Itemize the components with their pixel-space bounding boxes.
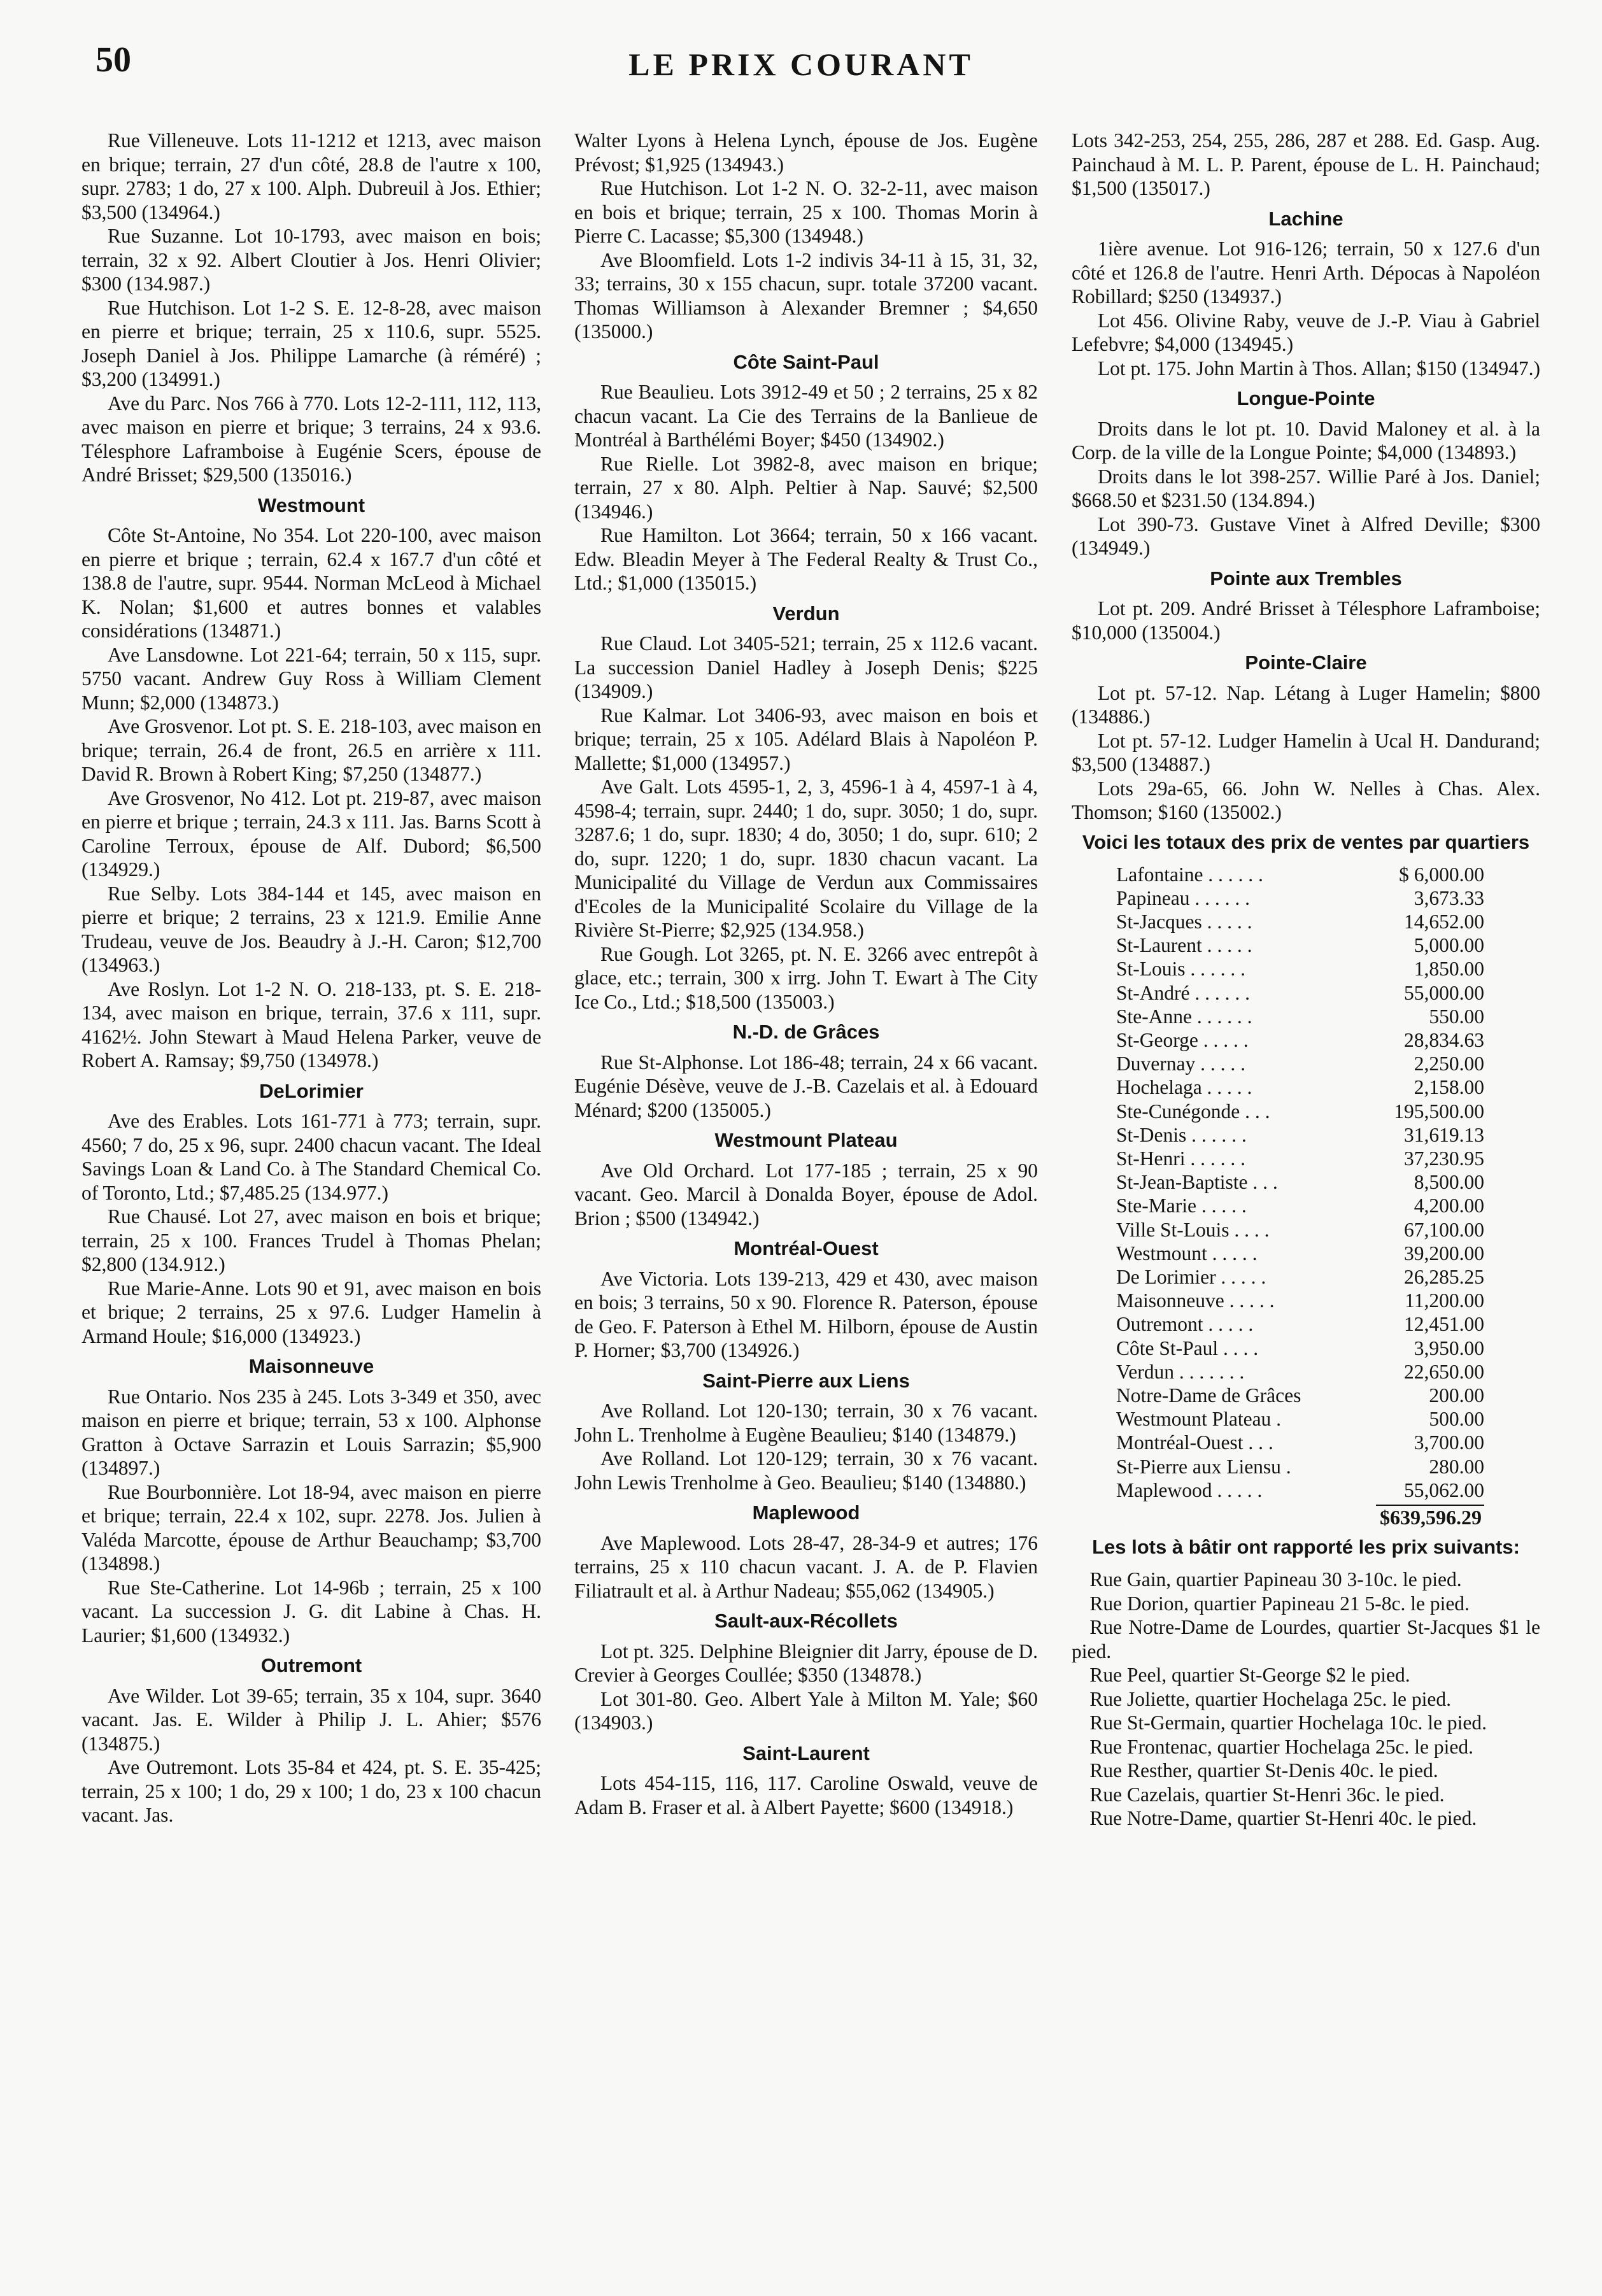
section-heading: Montréal-Ouest [734,1237,879,1259]
section-heading: Pointe aux Trembles [1210,567,1402,590]
district-name: De Lorimier . . . . . [1116,1265,1266,1288]
sale-entry: Lot 301-80. Geo. Albert Yale à Milton M. Yale; $60 (134903.) [574,1687,1038,1734]
sale-entry: Ave Rolland. Lot 120-129; terrain, 30 x 76 vacant. John Lewis Trenholme à Geo. Beaulieu; $140 (134880.) [574,1447,1038,1494]
sale-entry: Rue Selby. Lots 384-144 et 145, avec maison en pierre et brique; 2 terrains, 23 x 121.9. Emilie Anne Trudeau, veuve de Jos. Beaudry à J.-H. Caron; $12,700 (134963.) [82,882,541,976]
sale-entry: Rue Gough. Lot 3265, pt. N. E. 3266 avec entrepôt à glace, etc.; terrain, 300 x irrg. John T. Ewart à The City Ice Co., Ltd.; $18,500 (135003.) [574,942,1038,1013]
sale-entry: Ave Grosvenor. Lot pt. S. E. 218-103, avec maison en brique; terrain, 26.4 de front, 26.5 en arrière x 111. David R. Brown à Robert King; $7,250 (134877.) [82,715,541,785]
sale-entry: Walter Lyons à Helena Lynch, épouse de Jos. Eugène Prévost; $1,925 (134943.) [574,129,1038,176]
district-total: 8,500.00 [1414,1171,1484,1194]
totals-row [1116,1075,1484,1099]
district-name: Duvernay . . . . . [1116,1052,1245,1075]
district-name: Ste-Marie . . . . . [1116,1194,1247,1217]
sale-entry: Lot pt. 57-12. Ludger Hamelin à Ucal H. Dandurand; $3,500 (134887.) [1072,729,1540,776]
totals-row [1116,1100,1484,1123]
district-total: 55,062.00 [1404,1478,1484,1501]
totals-row [1116,933,1484,957]
district-name: St-Jacques . . . . . [1116,910,1252,933]
sale-entry: Lot pt. 175. John Martin à Thos. Allan; $150 (134947.) [1097,357,1540,379]
totals-row [1116,957,1484,981]
district-total: 280.00 [1429,1455,1484,1478]
lot-price-item: Rue Notre-Dame de Lourdes, quartier St-Jacques $1 le pied. [1072,1616,1540,1662]
district-name: St-Louis . . . . . . [1116,958,1246,981]
district-total: 3,673.33 [1414,886,1484,909]
district-name: Côte St-Paul . . . . [1116,1336,1259,1359]
sale-entry: Côte St-Antoine, No 354. Lot 220-100, avec maison en pierre et brique ; terrain, 62.4 x 167.7 d'un côté et 138.8 de l'autre, supr. 9544. Norman McLeod à Michael K. Nolan; $1,600 et autres bonnes et valables considérations (134871.) [82,524,541,642]
sale-entry: Ave Galt. Lots 4595-1, 2, 3, 4596-1 à 4, 4597-1 à 4, 4598-4; terrain, supr. 2440; 1 do, supr. 3050; 1 do, supr. 3287.6; 1 do, supr. 1830; 4 do, 3050; 1 do, supr. 610; 2 do, supr. 1220; 1 do, supr. 1830 chacun vacant. La Municipalité du Village de Verdun aux Commissaires d'Ecoles de la Municipalité Scolaire du Village de la Rivière St-Pierre; $2,925 (134.958.) [574,776,1038,941]
district-name: Papineau . . . . . . [1116,886,1250,909]
district-total: 3,950.00 [1414,1336,1484,1359]
totals-row [1116,1123,1484,1147]
lot-price-item: Rue Dorion, quartier Papineau 21 5-8c. le pied. [1089,1592,1470,1615]
section-heading: Sault-aux-Récollets [714,1610,898,1632]
column-3 [1072,129,1540,1831]
district-total: 2,250.00 [1414,1052,1484,1075]
district-total: 5,000.00 [1414,934,1484,957]
sale-entry: Ave des Erables. Lots 161-771 à 773; terrain, supr. 4560; 7 do, 25 x 96, supr. 2400 chacun vacant. The Ideal Savings Loan & Land Co. à The Standard Chemical Co. of Toronto, Ltd.; $7,485.25 (134.977.) [82,1110,541,1204]
lot-price-item: Rue Resther, quartier St-Denis 40c. le pied. [1089,1759,1438,1782]
district-name: St-Pierre aux Liensu . [1116,1455,1291,1478]
sale-entry: Rue Marie-Anne. Lots 90 et 91, avec maison en bois et brique; 2 terrains, 25 x 97.6. Ludger Hamelin à Armand Houle; $16,000 (134923.) [82,1277,541,1347]
sale-entry: Lot pt. 57-12. Nap. Létang à Luger Hamelin; $800 (134886.) [1072,681,1540,728]
district-total: 200.00 [1429,1384,1484,1407]
district-name: Hochelaga . . . . . [1116,1076,1252,1099]
totals-section [1072,828,1540,1530]
totals-row [1116,863,1484,886]
lot-price-item: Rue Joliette, quartier Hochelaga 25c. le pied. [1089,1687,1452,1710]
lot-price-item: Rue Cazelais, quartier St-Henri 36c. le pied. [1089,1783,1445,1806]
sale-entry: Ave Rolland. Lot 120-130; terrain, 30 x 76 vacant. John L. Trenholme à Eugène Beaulieu; $140 (134879.) [574,1400,1038,1446]
page-title: LE PRIX COURANT [628,46,974,82]
sale-entry: Rue Ste-Catherine. Lot 14-96b ; terrain, 25 x 100 vacant. La succession J. G. dit Labine à Chas. H. Laurier; $1,600 (134932.) [82,1576,541,1647]
district-total: 550.00 [1429,1005,1484,1028]
section-heading: Saint-Pierre aux Liens [702,1369,910,1392]
section-heading: Lachine [1268,207,1343,230]
totals-row [1116,1052,1484,1075]
district-name: Montréal-Ouest . . . [1116,1431,1273,1454]
page-number: 50 [96,40,131,80]
district-total: 12,451.00 [1404,1313,1484,1336]
sale-entry: Ave Outremont. Lots 35-84 et 424, pt. S. E. 35-425; terrain, 25 x 100; 1 do, 29 x 100; 1 do, 23 x 100 chacun vacant. Jas. [82,1756,541,1826]
district-total: 67,100.00 [1404,1218,1484,1241]
totals-row [1116,910,1484,933]
section-heading: Maplewood [752,1501,860,1524]
totals-row [1116,1265,1484,1289]
district-name: Outremont . . . . . [1116,1313,1254,1336]
sale-entry: Ave Maplewood. Lots 28-47, 28-34-9 et autres; 176 terrains, 25 x 110 chacun vacant. J. A. de P. Flavien Filiatrault et al. à Arthur Nadeau; $55,062 (134905.) [574,1531,1038,1602]
district-total: 11,200.00 [1405,1289,1484,1312]
district-total: 31,619.13 [1404,1123,1484,1146]
lots-section [1072,1533,1540,1831]
sale-entry: Droits dans le lot pt. 10. David Maloney et al. à la Corp. de la ville de la Longue Pointe; $4,000 (134893.) [1072,417,1540,464]
district-total: 37,230.95 [1404,1147,1484,1170]
section-heading: Côte Saint-Paul [733,350,879,373]
district-total: 195,500.00 [1394,1100,1484,1123]
section-heading: Verdun [772,602,840,625]
lot-price-item: Rue St-Germain, quartier Hochelaga 10c. le pied. [1089,1711,1487,1734]
district-name: St-Laurent . . . . . [1116,934,1252,957]
district-total: 39,200.00 [1404,1242,1484,1265]
sale-entry: Ave Roslyn. Lot 1-2 N. O. 218-133, pt. S. E. 218-134, avec maison en brique, terrain, 37.6 x 111, supr. 4162½. John Stewart à Maud Helena Parker, veuve de Robert A. Ramsay; $9,750 (134978.) [82,977,541,1072]
totals-row [1116,1360,1484,1384]
district-name: Westmount . . . . . [1116,1242,1258,1265]
district-total: 4,200.00 [1414,1194,1484,1217]
district-name: Verdun . . . . . . . [1116,1360,1245,1383]
district-name: St-Henri . . . . . . [1116,1147,1245,1170]
lot-price-item: Rue Frontenac, quartier Hochelaga 25c. le pied. [1089,1735,1473,1758]
sale-entry: Rue Rielle. Lot 3982-8, avec maison en brique; terrain, 27 x 80. Alph. Peltier à Nap. Sauvé; $2,500 (134946.) [574,452,1038,523]
totals-row [1116,1147,1484,1170]
section-heading: Pointe-Claire [1245,651,1367,674]
district-name: St-Denis . . . . . . [1116,1123,1247,1146]
section-heading: Westmount [257,493,365,516]
sale-entry: Ave Lansdowne. Lot 221-64; terrain, 50 x 115, supr. 5750 vacant. Andrew Guy Ross à William Clement Munn; $2,000 (134873.) [82,643,541,714]
district-total: 22,650.00 [1404,1360,1484,1383]
sale-entry: Rue Hutchison. Lot 1-2 S. E. 12-8-28, avec maison en pierre et brique; terrain, 25 x 110.6, supr. 5525. Joseph Daniel à Jos. Philippe Lamarche (à réméré) ; $3,200 (134991.) [82,296,541,390]
district-name: Ste-Cunégonde . . . [1116,1100,1270,1123]
lots-heading: Les lots à bâtir ont rapporté les prix suivants: [1092,1536,1520,1559]
totals-row [1116,1218,1484,1242]
sale-entry: Lot pt. 209. André Brisset à Télesphore Laframboise; $10,000 (135004.) [1072,597,1540,644]
district-name: Westmount Plateau . [1116,1408,1282,1431]
district-name: Ville St-Louis . . . . [1116,1218,1270,1241]
sale-entry: Rue Bourbonnière. Lot 18-94, avec maison en pierre et brique; terrain, 22.4 x 102, supr. 2278. Jos. Julien à Valéda Marcotte, épouse de Arthur Beauchamp; $3,700 (134898.) [82,1480,541,1575]
section-heading: Outremont [260,1654,362,1676]
sale-entry: Ave Victoria. Lots 139-213, 429 et 430, avec maison en bois; 3 terrains, 50 x 90. Florence R. Paterson, épouse de Geo. F. Paterson à Ethel M. Hilborn, épouse de Austin P. Horner; $3,700 (134926.) [574,1267,1038,1361]
totals-row [1116,1242,1484,1265]
sale-entry: Rue Kalmar. Lot 3406-93, avec maison en bois et brique; terrain, 25 x 105. Adélard Blais à Napoléon P. Mallette; $1,000 (134957.) [574,704,1038,774]
lot-price-item: Rue Notre-Dame, quartier St-Henri 40c. le pied. [1089,1807,1477,1830]
district-name: St-George . . . . . [1116,1028,1249,1051]
sale-entry: Lot 390-73. Gustave Vinet à Alfred Deville; $300 (134949.) [1072,513,1540,559]
sale-entry: Lots 454-115, 116, 117. Caroline Oswald, veuve de Adam B. Fraser et al. à Albert Payette; $600 (134918.) [574,1772,1038,1818]
totals-row [1116,1455,1484,1478]
sale-entry: Lot 456. Olivine Raby, veuve de J.-P. Viau à Gabriel Lefebvre; $4,000 (134945.) [1072,309,1540,355]
district-name: Maplewood . . . . . [1116,1478,1263,1501]
lot-price-item: Rue Gain, quartier Papineau 30 3-10c. le pied. [1089,1568,1462,1591]
sale-entry: 1ière avenue. Lot 916-126; terrain, 50 x 127.6 d'un côté et 126.8 de l'autre. Henri Arth. Dépocas à Napoléon Robillard; $250 (134937.) [1072,237,1540,308]
sale-entry: Lots 29a-65, 66. John W. Nelles à Chas. Alex. Thomson; $160 (135002.) [1072,777,1540,823]
sale-entry: Rue Suzanne. Lot 10-1793, avec maison en bois; terrain, 32 x 92. Albert Cloutier à Jos. Henri Olivier; $300 (134.987.) [82,225,541,295]
sale-entry: Rue Villeneuve. Lots 11-1212 et 1213, avec maison en brique; terrain, 27 d'un côté, 28.8 de l'autre x 100, supr. 2783; 1 do, 27 x 100. Alph. Dubreuil à Jos. Ethier; $3,500 (134964.) [82,129,541,223]
totals-row [1116,1194,1484,1217]
district-name: Maisonneuve . . . . . [1116,1289,1275,1312]
totals-row [1116,1431,1484,1454]
totals-row [1116,1005,1484,1028]
district-total: 26,285.25 [1404,1265,1484,1288]
totals-row [1116,1407,1484,1431]
district-name: Lafontaine . . . . . . [1116,863,1263,886]
section-heading: Saint-Laurent [742,1741,870,1764]
district-total: 1,850.00 [1414,958,1484,981]
section-heading: Longue-Pointe [1237,387,1375,409]
district-total: 3,700.00 [1414,1431,1484,1454]
district-name: St-André . . . . . . [1116,981,1250,1004]
district-name: Ste-Anne . . . . . . [1116,1005,1252,1028]
column-2 [574,129,1038,1819]
totals-row [1116,1478,1484,1502]
sale-entry: Droits dans le lot 398-257. Willie Paré à Jos. Daniel; $668.50 et $231.50 (134.894.) [1072,465,1540,511]
sale-entry: Rue Hamilton. Lot 3664; terrain, 50 x 166 vacant. Edw. Bleadin Meyer à The Federal Realty & Trust Co., Ltd.; $1,000 (135015.) [574,524,1038,594]
totals-row [1116,1384,1484,1407]
totals-heading: Voici les totaux des prix de ventes par quartiers [1082,830,1530,853]
section-heading: Westmount Plateau [714,1129,898,1151]
district-total: 14,652.00 [1404,910,1484,933]
district-total: $ 6,000.00 [1399,863,1484,886]
district-name: St-Jean-Baptiste . . . [1116,1171,1278,1194]
sale-entry: Rue Claud. Lot 3405-521; terrain, 25 x 112.6 vacant. La succession Daniel Hadley à Joseph Denis; $225 (134909.) [574,632,1038,702]
totals-row [1116,1170,1484,1194]
totals-row [1116,886,1484,910]
section-heading: N.-D. de Grâces [732,1021,880,1043]
sale-entry: Ave Old Orchard. Lot 177-185 ; terrain, 25 x 90 vacant. Geo. Marcil à Donalda Boyer, épouse de Adol. Brion ; $500 (134942.) [574,1159,1038,1229]
sale-entry: Rue St-Alphonse. Lot 186-48; terrain, 24 x 66 vacant. Eugénie Désève, veuve de J.-B. Cazelais et al. à Edouard Ménard; $200 (135005.) [574,1051,1038,1121]
district-total: 55,000.00 [1404,981,1484,1004]
district-total: 500.00 [1429,1408,1484,1431]
sale-entry: Lots 342-253, 254, 255, 286, 287 et 288. Ed. Gasp. Aug. Painchaud à M. L. P. Parent, épouse de L. H. Painchaud; $1,500 (135017.) [1072,129,1540,199]
sale-entry: Ave Wilder. Lot 39-65; terrain, 35 x 104, supr. 3640 vacant. Jas. E. Wilder à Philip J. L. Ahier; $576 (134875.) [82,1684,541,1755]
sale-entry: Rue Beaulieu. Lots 3912-49 et 50 ; 2 terrains, 25 x 82 chacun vacant. La Cie des Terrains de la Banlieue de Montréal à Barthélémi Boyer; $450 (134902.) [574,381,1038,451]
lot-price-item: Rue Peel, quartier St-George $2 le pied. [1089,1664,1410,1687]
sale-entry: Lot pt. 325. Delphine Bleignier dit Jarry, épouse de D. Crevier à Georges Coullée; $350 (134878.) [574,1640,1038,1686]
totals-row [1116,1312,1484,1336]
lots-list [1072,1568,1540,1831]
grand-total: $639,596.29 [1380,1505,1482,1529]
district-total: 2,158.00 [1414,1076,1484,1099]
sale-entry: Rue Hutchison. Lot 1-2 N. O. 32-2-11, avec maison en bois et brique; terrain, 25 x 100. Thomas Morin à Pierre C. Lacasse; $5,300 (134948.) [574,177,1038,247]
totals-table [1116,863,1484,1502]
sale-entry: Ave Bloomfield. Lots 1-2 indivis 34-11 à 15, 31, 32, 33; terrains, 30 x 155 chacun, supr. totale 37200 vacant. Thomas Williamson à Alexander Bremner ; $4,650 (135000.) [574,248,1038,343]
totals-row [1116,1028,1484,1052]
sale-entry: Ave Grosvenor, No 412. Lot pt. 219-87, avec maison en pierre et brique ; terrain, 24.3 x 111. Jas. Barns Scott à Caroline Terroux, épouse de Alf. Dubord; $6,500 (134929.) [82,786,541,881]
section-heading: Maisonneuve [248,1355,374,1377]
sale-entry: Ave du Parc. Nos 766 à 770. Lots 12-2-111, 112, 113, avec maison en pierre et brique; 3 terrains, 24 x 93.6. Télesphore Laframboise à Eugénie Scers, épouse de André Brisset; $29,500 (135016.) [82,392,541,486]
column-1 [82,129,541,1827]
district-name: Notre-Dame de Grâces [1116,1384,1301,1407]
column-3-entries [1072,129,1540,825]
totals-row [1116,1289,1484,1312]
district-total: 28,834.63 [1404,1028,1484,1051]
section-heading: DeLorimier [259,1079,364,1102]
totals-row [1116,1336,1484,1360]
totals-row [1116,981,1484,1005]
sale-entry: Rue Chausé. Lot 27, avec maison en bois et brique; terrain, 25 x 100. Frances Trudel à Thomas Phelan; $2,800 (134.912.) [82,1205,541,1275]
sale-entry: Rue Ontario. Nos 235 à 245. Lots 3-349 et 350, avec maison en pierre et brique; terrain, 53 x 100. Alphonse Gratton à Octave Sarrazin et Louis Sarrazin; $5,900 (134897.) [82,1385,541,1479]
